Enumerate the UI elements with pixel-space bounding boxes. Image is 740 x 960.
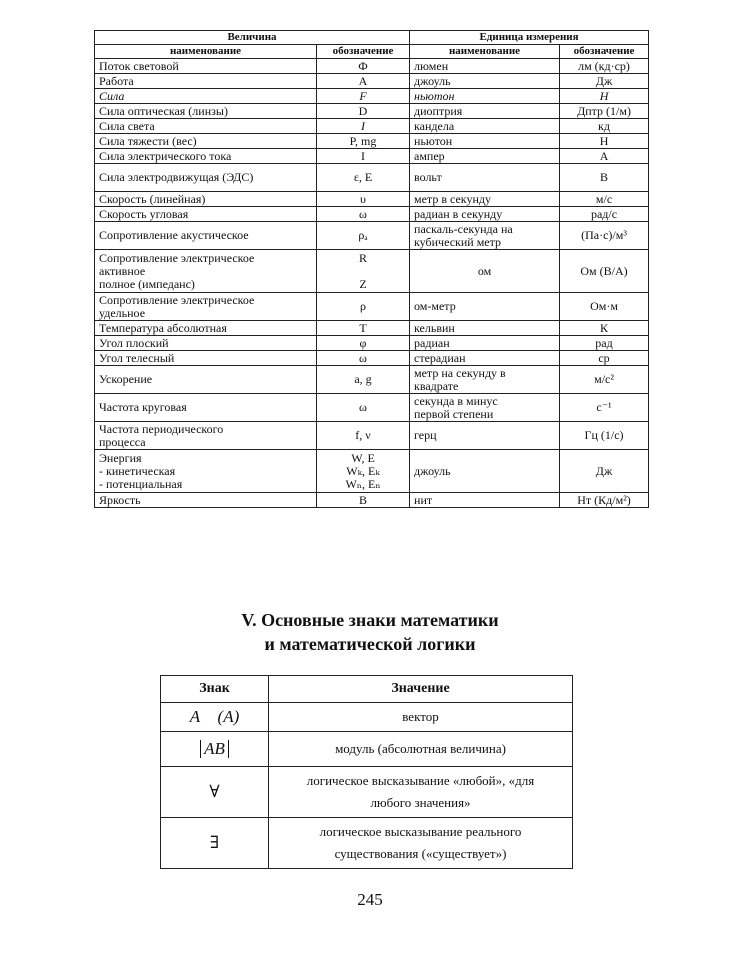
unit-symbol: м/с² <box>560 366 649 394</box>
sign-meaning: вектор <box>269 703 573 732</box>
quantity-name: Сопротивление акустическое <box>95 222 317 250</box>
vector-sign: A⃗ (A) <box>161 703 269 732</box>
unit-name: ом-метр <box>410 293 560 321</box>
quantity-name: Ускорение <box>95 366 317 394</box>
math-signs-table <box>160 675 573 869</box>
quantity-symbol: ω <box>317 394 410 422</box>
unit-symbol: лм (кд·ср) <box>560 59 649 74</box>
quantity-name: Угол плоский <box>95 336 317 351</box>
page-number: 245 <box>357 890 383 909</box>
table-row <box>161 703 573 732</box>
modulus-sign: AB <box>200 740 229 758</box>
section-title-line-1: V. Основные знаки математики <box>241 610 499 630</box>
unit-name: нит <box>410 493 560 508</box>
table-row <box>161 818 573 869</box>
sign-meaning: логическое высказывание реального существования («существует») <box>269 818 573 869</box>
table-row <box>95 134 649 149</box>
quantity-name: Угол телесный <box>95 351 317 366</box>
table-row <box>95 207 649 222</box>
unit-symbol: К <box>560 321 649 336</box>
units-table <box>94 30 649 508</box>
forall-sign: ∀ <box>161 767 269 818</box>
unit-symbol: Нт (Кд/м²) <box>560 493 649 508</box>
header-quantity-symbol: обозначение <box>317 45 410 59</box>
unit-name: герц <box>410 422 560 450</box>
unit-name: секунда в минус первой степени <box>410 394 560 422</box>
table-row <box>95 321 649 336</box>
quantity-symbol: ρₐ <box>317 222 410 250</box>
quantity-symbol: f, ν <box>317 422 410 450</box>
section-title-line-2: и математической логики <box>264 634 476 654</box>
quantity-symbol: φ <box>317 336 410 351</box>
quantity-symbol: B <box>317 493 410 508</box>
quantity-symbol: I <box>317 149 410 164</box>
table-row <box>95 493 649 508</box>
header-unit-symbol: обозначение <box>560 45 649 59</box>
unit-symbol: Н <box>560 89 649 104</box>
quantity-name: Сила <box>95 89 317 104</box>
quantity-name: Сопротивление электрическое активное полное (импеданс) <box>95 250 317 293</box>
unit-name: кельвин <box>410 321 560 336</box>
quantity-symbol: D <box>317 104 410 119</box>
table-row <box>95 293 649 321</box>
table-row <box>95 422 649 450</box>
unit-name: паскаль-секунда на кубический метр <box>410 222 560 250</box>
unit-name: радиан <box>410 336 560 351</box>
quantity-symbol: W, E Wₖ, Eₖ Wₙ, Eₙ <box>317 450 410 493</box>
quantity-symbol: A <box>317 74 410 89</box>
table-row <box>95 336 649 351</box>
table-row <box>95 250 649 293</box>
unit-symbol: Дптр (1/м) <box>560 104 649 119</box>
table-row <box>95 394 649 422</box>
quantity-symbol: R Z <box>317 250 410 293</box>
table-row <box>95 149 649 164</box>
table-row <box>95 366 649 394</box>
sign-meaning: модуль (абсолютная величина) <box>269 732 573 767</box>
unit-symbol: рад/с <box>560 207 649 222</box>
unit-symbol: А <box>560 149 649 164</box>
unit-symbol: (Па·с)/м³ <box>560 222 649 250</box>
quantity-name: Сила тяжести (вес) <box>95 134 317 149</box>
unit-symbol: Дж <box>560 450 649 493</box>
table-row <box>95 450 649 493</box>
unit-name: ньютон <box>410 89 560 104</box>
sign-meaning: логическое высказывание «любой», «для любого значения» <box>269 767 573 818</box>
quantity-name: Яркость <box>95 493 317 508</box>
quantity-name: Сила света <box>95 119 317 134</box>
unit-name: стерадиан <box>410 351 560 366</box>
quantity-symbol: Ф <box>317 59 410 74</box>
quantity-symbol: I <box>317 119 410 134</box>
quantity-symbol: ω <box>317 207 410 222</box>
table-row <box>95 351 649 366</box>
unit-name: джоуль <box>410 74 560 89</box>
unit-symbol: рад <box>560 336 649 351</box>
unit-name: радиан в секунду <box>410 207 560 222</box>
unit-name: ампер <box>410 149 560 164</box>
exists-sign: ∃ <box>161 818 269 869</box>
quantity-name: Скорость угловая <box>95 207 317 222</box>
unit-name: метр в секунду <box>410 192 560 207</box>
quantity-name: Скорость (линейная) <box>95 192 317 207</box>
quantity-name: Работа <box>95 74 317 89</box>
unit-name: джоуль <box>410 450 560 493</box>
unit-symbol: кд <box>560 119 649 134</box>
table-row <box>161 767 573 818</box>
quantity-name: Поток световой <box>95 59 317 74</box>
unit-name: ньютон <box>410 134 560 149</box>
table-row <box>95 192 649 207</box>
quantity-symbol: ω <box>317 351 410 366</box>
quantity-symbol: T <box>317 321 410 336</box>
unit-symbol: Ом (В/А) <box>560 250 649 293</box>
table-row <box>95 74 649 89</box>
quantity-name: Сила электродвижущая (ЭДС) <box>95 164 317 192</box>
unit-symbol: с⁻¹ <box>560 394 649 422</box>
unit-name: вольт <box>410 164 560 192</box>
quantity-name: Сопротивление электрическое удельное <box>95 293 317 321</box>
unit-symbol: В <box>560 164 649 192</box>
quantity-name: Сила оптическая (линзы) <box>95 104 317 119</box>
quantity-name: Энергия - кинетическая - потенциальная <box>95 450 317 493</box>
quantity-symbol: P, mg <box>317 134 410 149</box>
table-row <box>95 164 649 192</box>
quantity-symbol: a, g <box>317 366 410 394</box>
unit-symbol: Н <box>560 134 649 149</box>
quantity-symbol: ρ <box>317 293 410 321</box>
quantity-name: Сила электрического тока <box>95 149 317 164</box>
table-row <box>95 222 649 250</box>
unit-name: метр на секунду в квадрате <box>410 366 560 394</box>
header-unit-name: наименование <box>410 45 560 59</box>
table-row <box>95 104 649 119</box>
header-meaning: Значение <box>269 676 573 703</box>
header-unit: Единица измерения <box>410 31 649 45</box>
table-row <box>161 732 573 767</box>
quantity-symbol: F <box>317 89 410 104</box>
table-row <box>95 119 649 134</box>
table-row <box>95 59 649 74</box>
quantity-symbol: ε, E <box>317 164 410 192</box>
unit-name: диоптрия <box>410 104 560 119</box>
header-quantity: Величина <box>95 31 410 45</box>
unit-symbol: Ом·м <box>560 293 649 321</box>
unit-symbol: ср <box>560 351 649 366</box>
unit-name: люмен <box>410 59 560 74</box>
table-row <box>95 89 649 104</box>
unit-symbol: м/с <box>560 192 649 207</box>
quantity-name: Частота круговая <box>95 394 317 422</box>
header-quantity-name: наименование <box>95 45 317 59</box>
section-title <box>0 608 740 656</box>
quantity-symbol: υ <box>317 192 410 207</box>
quantity-name: Температура абсолютная <box>95 321 317 336</box>
unit-symbol: Гц (1/с) <box>560 422 649 450</box>
unit-name: кандела <box>410 119 560 134</box>
quantity-name: Частота периодического процесса <box>95 422 317 450</box>
unit-symbol: Дж <box>560 74 649 89</box>
header-sign: Знак <box>161 676 269 703</box>
modulus-sign-cell <box>161 732 269 767</box>
unit-name: ом <box>410 250 560 293</box>
